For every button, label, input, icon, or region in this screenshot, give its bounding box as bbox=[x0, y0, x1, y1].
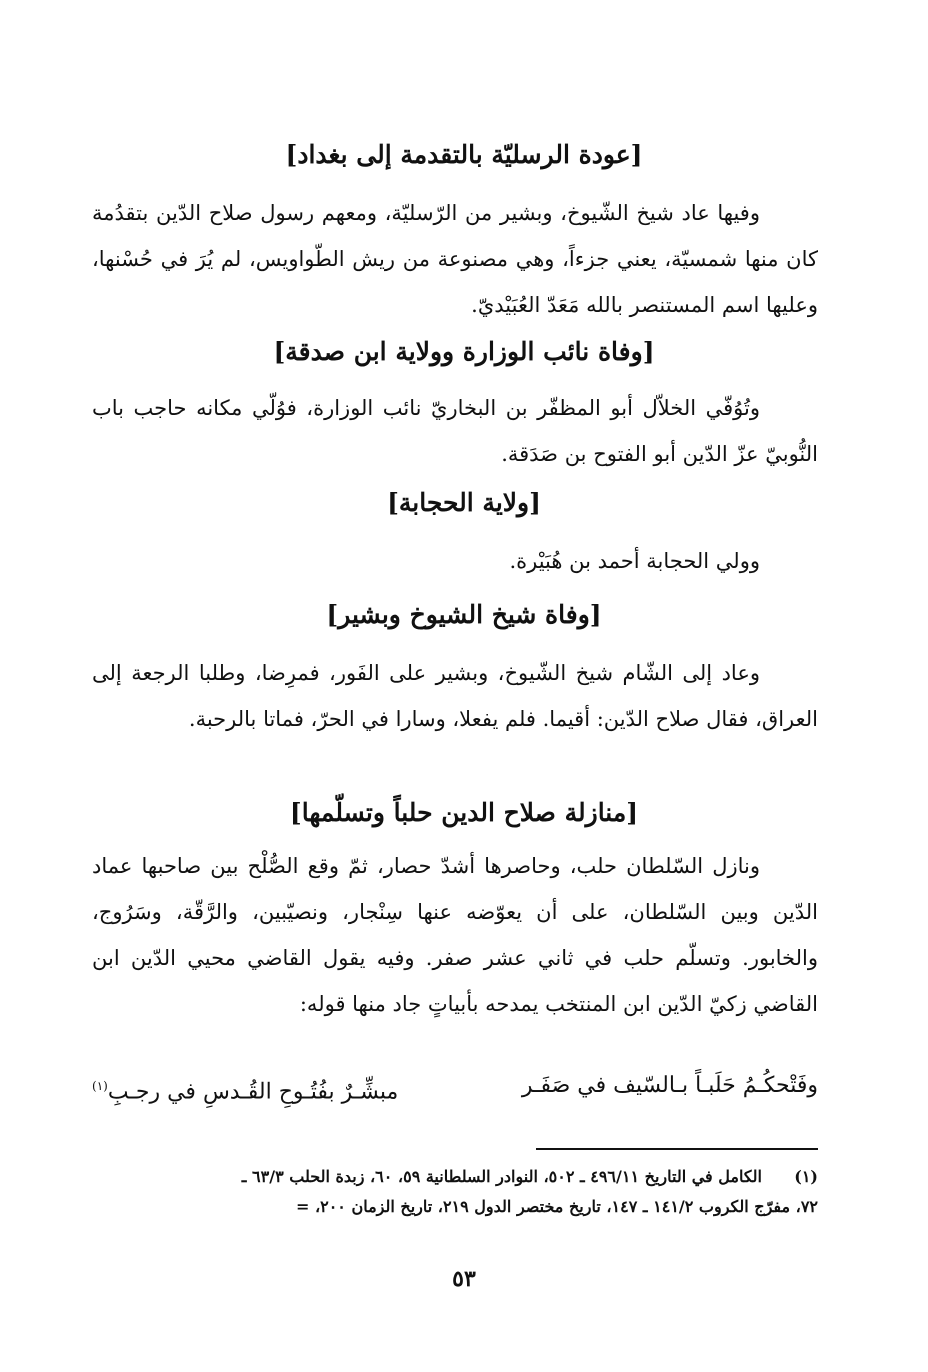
section-paragraph: وفيها عاد شيخ الشّيوخ، وبشير من الرّسليّة، ومعهم رسول صلاح الدّين بتقدُمة كان منها شمسيّة، يعني جزءاً، وهي مصنوعة من ريش الطّواويس، لم يُرَ في حُسْنها، وعليها اسم المستنصر بالله مَعَدّ العُبَيْديّ. bbox=[92, 201, 818, 317]
verse-first-hemistich: وفَتْحكُـمُ حَلَبـاً بـالسّيف في صَفَـر bbox=[521, 1073, 818, 1098]
verse-second-hemistich-wrap bbox=[92, 1063, 398, 1115]
section-heading: [وفاة شيخ الشيوخ وبشير] bbox=[326, 600, 602, 629]
footnote bbox=[92, 1162, 818, 1222]
footnote-line-1: الكامل في التاريخ ٤٩٦/١١ ـ ٥٠٢، النوادر السلطانية ٥٩، ٦٠، زبدة الحلب ٦٣/٣ ـ bbox=[241, 1167, 762, 1186]
section-paragraph: وتُوُفّي الخلاّل أبو المظفّر بن البخاريّ نائب الوزارة، فوُلّي مكانه حاجب باب النُّوبيّ عزّ الدّين أبو الفتوح بن صَدَقة. bbox=[92, 396, 818, 466]
section-heading: [عودة الرسليّة بالتقدمة إلى بغداد] bbox=[285, 140, 643, 169]
section-paragraph: وولي الحجابة أحمد بن هُبَيْرة. bbox=[509, 549, 760, 573]
footnote-separator bbox=[536, 1148, 818, 1150]
footnote-number: (١) bbox=[794, 1167, 818, 1186]
section-paragraph: وعاد إلى الشّام شيخ الشّيوخ، وبشير على الفَور، فمرِضا، وطلبا الرجعة إلى العراق، فقال صلاح الدّين: أقيما. فلم يفعلا، وسارا في الحرّ، فماتا بالرحبة. bbox=[92, 661, 818, 731]
section-heading: [ولاية الحجابة] bbox=[387, 488, 541, 517]
footnote-line-2: ٧٢، مفرّج الكروب ١٤١/٢ ـ ١٤٧، تاريخ مختصر الدول ٢١٩، تاريخ الزمان ٢٠٠، = bbox=[295, 1197, 818, 1216]
poem-verse bbox=[92, 1063, 818, 1109]
section-heading: [وفاة نائب الوزارة وولاية ابن صدقة] bbox=[273, 337, 655, 366]
section-paragraph: ونازل السّلطان حلب، وحاصرها أشدّ حصار، ثمّ وقع الصُّلْح بين صاحبها عماد الدّين وبين السّلطان، على أن يعوّضه عنها سِنْجار، ونصيّبين، والرَّقّة، وسَرُوج، والخابور. وتسلّم حلب في ثاني عشر صفر. وفيه يقول القاضي محيي الدّين ابن القاضي زكيّ الدّين ابن المنتخب يمدحه بأبياتٍ جاد منها قوله: bbox=[92, 854, 818, 1016]
verse-second-hemistich: مبشِّـرٌ بفُتُـوحِ القُـدسِ في رجـبِ bbox=[107, 1079, 399, 1105]
footnote-marker: (١) bbox=[92, 1079, 108, 1093]
section-heading: [منازلة صلاح الدين حلباً وتسلّمها] bbox=[289, 798, 639, 827]
page-number: ٥٣ bbox=[452, 1266, 476, 1292]
